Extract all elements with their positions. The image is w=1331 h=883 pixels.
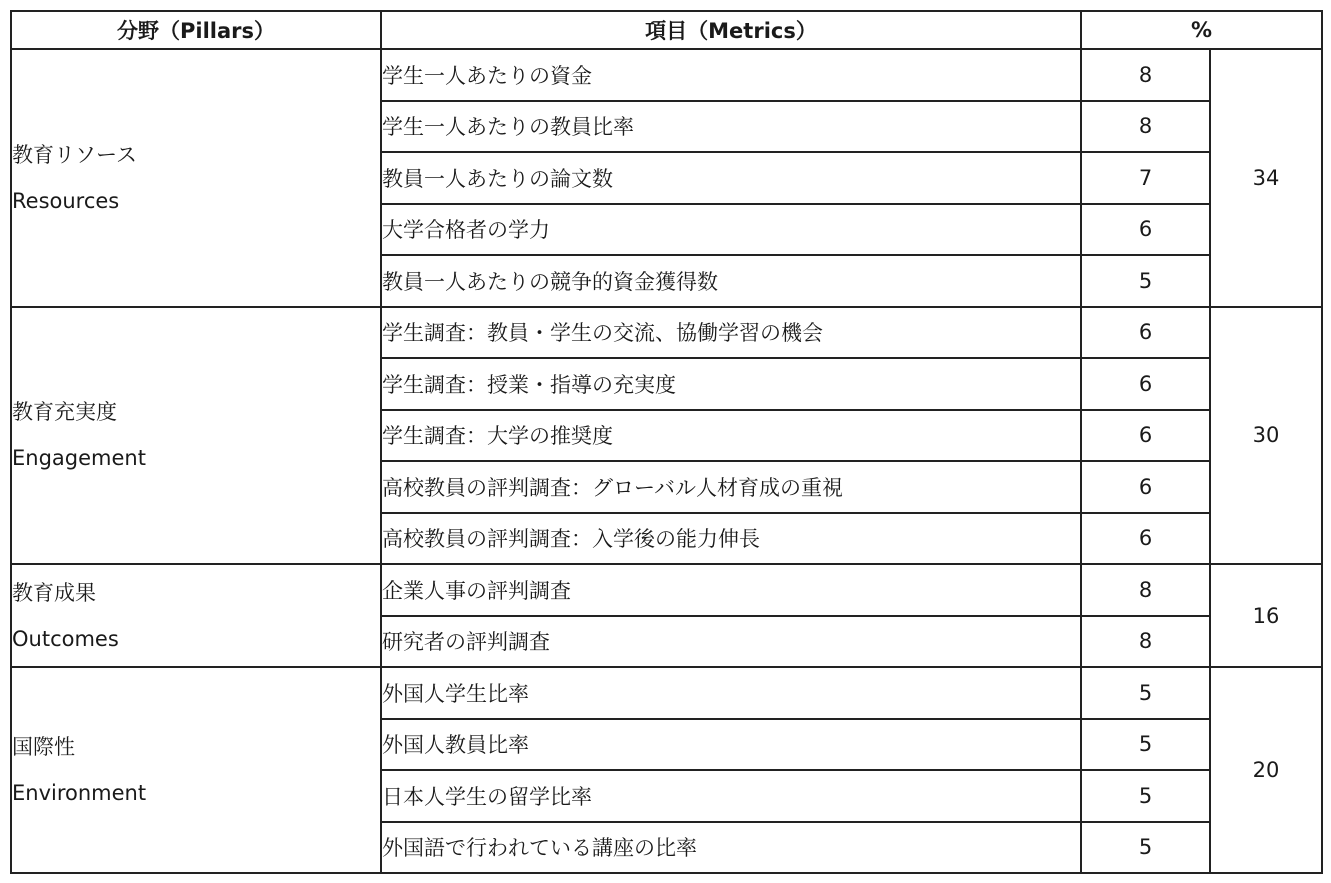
metric-cell: 外国人教員比率 — [381, 719, 1081, 771]
pillar-cell — [11, 667, 381, 873]
metric-cell: 企業人事の評判調査 — [381, 564, 1081, 616]
pillar-name-ja: 教育リソース — [12, 142, 137, 167]
metric-cell: 教員一人あたりの論文数 — [381, 152, 1081, 204]
metric-percent: 8 — [1081, 616, 1210, 668]
metric-cell: 学生調査：教員・学生の交流、協働学習の機会 — [381, 307, 1081, 359]
table-body — [11, 49, 1322, 873]
pillar-name-en: Engagement — [12, 446, 146, 471]
pillar-name-ja: 教育成果 — [12, 580, 96, 605]
header-metrics: 項目（Metrics） — [381, 11, 1081, 49]
metric-percent: 5 — [1081, 255, 1210, 307]
metric-percent: 6 — [1081, 461, 1210, 513]
metric-cell: 学生調査：授業・指導の充実度 — [381, 358, 1081, 410]
metric-percent: 6 — [1081, 513, 1210, 565]
pillar-total-percent: 16 — [1210, 564, 1322, 667]
metrics-table — [10, 10, 1323, 874]
metric-percent: 6 — [1081, 410, 1210, 462]
header-row — [11, 11, 1322, 49]
table-row — [11, 49, 1322, 101]
pillar-cell — [11, 564, 381, 667]
metric-cell: 高校教員の評判調査：グローバル人材育成の重視 — [381, 461, 1081, 513]
pillar-total-percent: 34 — [1210, 49, 1322, 307]
metric-percent: 5 — [1081, 719, 1210, 771]
table-row — [11, 564, 1322, 616]
metric-cell: 大学合格者の学力 — [381, 204, 1081, 256]
pillar-name-en: Resources — [12, 188, 120, 213]
metric-cell: 外国人学生比率 — [381, 667, 1081, 719]
metric-cell: 教員一人あたりの競争的資金獲得数 — [381, 255, 1081, 307]
metric-percent: 7 — [1081, 152, 1210, 204]
pillar-name-ja: 教育充実度 — [12, 400, 117, 425]
metric-percent: 8 — [1081, 564, 1210, 616]
header-percent: % — [1081, 11, 1322, 49]
metric-cell: 日本人学生の留学比率 — [381, 770, 1081, 822]
metric-percent: 5 — [1081, 770, 1210, 822]
pillar-total-percent: 20 — [1210, 667, 1322, 873]
table-row — [11, 667, 1322, 719]
pillar-name-en: Environment — [12, 781, 147, 805]
metric-cell: 研究者の評判調査 — [381, 616, 1081, 668]
metric-percent: 5 — [1081, 822, 1210, 874]
metric-percent: 6 — [1081, 358, 1210, 410]
metric-percent: 8 — [1081, 101, 1210, 153]
metric-percent: 8 — [1081, 49, 1210, 101]
pillar-total-percent: 30 — [1210, 307, 1322, 565]
pillar-name-en: Outcomes — [12, 626, 119, 651]
metric-cell: 外国語で行われている講座の比率 — [381, 822, 1081, 874]
pillar-cell — [11, 49, 381, 307]
metric-cell: 学生一人あたりの教員比率 — [381, 101, 1081, 153]
table-row — [11, 307, 1322, 359]
metric-percent: 6 — [1081, 307, 1210, 359]
metric-percent: 5 — [1081, 667, 1210, 719]
pillar-name-ja: 国際性 — [12, 735, 75, 759]
metric-cell: 学生調査：大学の推奨度 — [381, 410, 1081, 462]
metric-cell: 高校教員の評判調査：入学後の能力伸長 — [381, 513, 1081, 565]
pillar-cell — [11, 307, 381, 565]
metric-cell: 学生一人あたりの資金 — [381, 49, 1081, 101]
metric-percent: 6 — [1081, 204, 1210, 256]
header-pillars: 分野（Pillars） — [11, 11, 381, 49]
